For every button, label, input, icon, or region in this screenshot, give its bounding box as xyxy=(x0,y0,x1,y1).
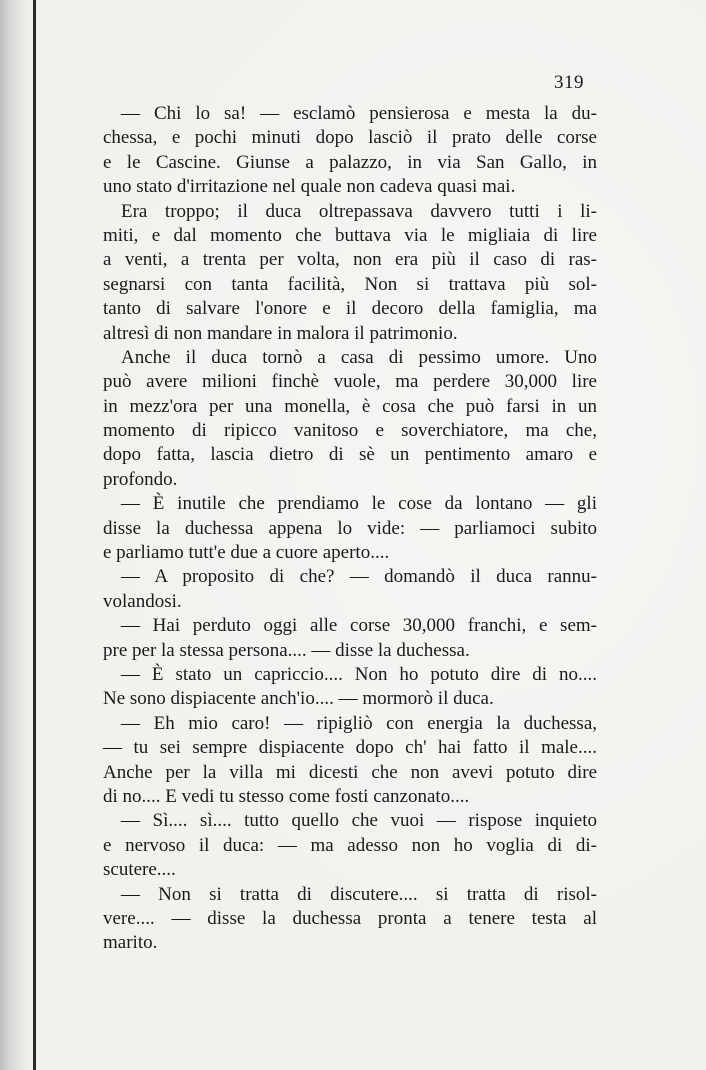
text-line: può avere milioni finchè vuole, ma perdere 30,000 lire xyxy=(103,371,597,393)
text-line: — Hai perduto oggi alle corse 30,000 franchi, e sem- xyxy=(121,615,597,637)
text-line: uno stato d'irritazione nel quale non cadeva quasi mai. xyxy=(103,176,516,198)
text-line: a venti, a trenta per volta, non era più il caso di ras- xyxy=(103,249,597,271)
text-line: — Non si tratta di discutere.... si tratta di risol- xyxy=(121,883,597,905)
text-line: Anche il duca tornò a casa di pessimo umore. Uno xyxy=(121,346,597,368)
text-line: in mezz'ora per una monella, è cosa che può farsi in un xyxy=(103,395,597,417)
text-line: marito. xyxy=(103,932,158,954)
text-line: — Eh mio caro! — ripigliò con energia la duchessa, xyxy=(121,712,597,734)
page-binding-edge-line xyxy=(33,0,36,1070)
text-line: di no.... E vedi tu stesso come fosti canzonato.... xyxy=(103,785,470,807)
text-line: e parliamo tutt'e due a cuore aperto.... xyxy=(103,542,390,564)
text-line: altresì di non mandare in malora il patrimonio. xyxy=(103,322,458,344)
page-number: 319 xyxy=(554,72,584,93)
text-line: — È stato un capriccio.... Non ho potuto dire di no.... xyxy=(121,663,597,685)
text-line: e nervoso il duca: — ma adesso non ho voglia di di- xyxy=(103,834,597,856)
text-line: vere.... — disse la duchessa pronta a tenere testa al xyxy=(103,907,597,929)
page-binding-shadow xyxy=(0,0,34,1070)
text-line: — tu sei sempre dispiacente dopo ch' hai fatto il male.... xyxy=(103,737,597,759)
text-line: tanto di salvare l'onore e il decoro della famiglia, ma xyxy=(103,298,597,320)
text-line: — È inutile che prendiamo le cose da lontano — gli xyxy=(121,493,597,515)
text-line: — A proposito di che? — domandò il duca rannu- xyxy=(121,566,597,588)
text-line: Anche per la villa mi dicesti che non avevi potuto dire xyxy=(103,761,597,783)
text-line: e le Cascine. Giunse a palazzo, in via San Gallo, in xyxy=(103,151,597,173)
text-line: volandosi. xyxy=(103,590,182,612)
text-line: — Sì.... sì.... tutto quello che vuoi — rispose inquieto xyxy=(121,810,597,832)
text-line: Era troppo; il duca oltrepassava davvero tutti i li- xyxy=(121,200,597,222)
text-line: momento di ripicco vanitoso e soverchiatore, ma che, xyxy=(103,420,597,442)
body-text xyxy=(103,102,597,956)
text-line: scutere.... xyxy=(103,859,176,881)
text-line: segnarsi con tanta facilità, Non si trattava più sol- xyxy=(103,273,597,295)
text-line: dopo fatta, lascia dietro di sè un pentimento amaro e xyxy=(103,444,597,466)
text-line: disse la duchessa appena lo vide: — parliamoci subito xyxy=(103,517,597,539)
text-line: miti, e dal momento che buttava via le migliaia di lire xyxy=(103,224,597,246)
text-line: Ne sono dispiacente anch'io.... — mormorò il duca. xyxy=(103,688,494,710)
text-line: pre per la stessa persona.... — disse la duchessa. xyxy=(103,639,470,661)
text-line: profondo. xyxy=(103,468,178,490)
text-line: chessa, e pochi minuti dopo lasciò il prato delle corse xyxy=(103,127,597,149)
text-line: — Chi lo sa! — esclamò pensierosa e mesta la du- xyxy=(121,103,597,124)
